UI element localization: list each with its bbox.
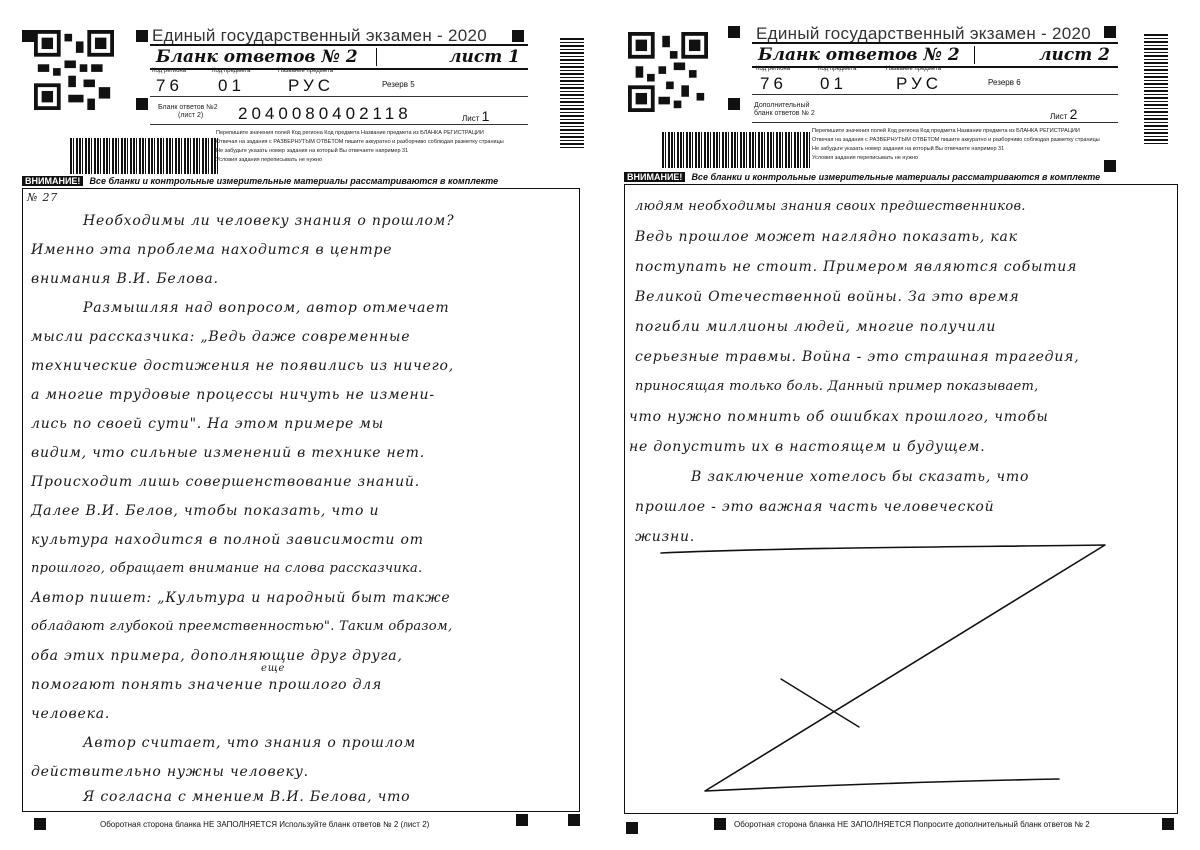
blank-label-sub: (лист 2) — [178, 112, 204, 119]
blank-title-box — [150, 44, 528, 70]
list-field: Лист 1 — [462, 108, 490, 124]
barcode-horizontal — [662, 132, 810, 168]
handwritten-line: Великой Отечественной войны. За это время — [635, 289, 1020, 305]
corner-marker — [714, 818, 726, 830]
task-marker: № 27 — [27, 191, 59, 204]
handwritten-line: действительно нужны человеку. — [31, 764, 309, 780]
handwritten-line: Автор пишет: „Культура и народный быт также — [31, 590, 451, 606]
corner-marker — [728, 26, 740, 38]
handwritten-line: не допустить их в настоящем и будущем. — [629, 439, 986, 455]
blank-number: 2040080402118 — [238, 104, 412, 123]
corner-marker — [626, 822, 638, 834]
instruction-line: Отвечая на задания с РАЗВЕРНУТЫМ ОТВЕТОМ пишите аккуратно и разборчиво соблюдая разметку страницы — [812, 137, 1100, 143]
instruction-line: Перепишите значения полей Код региона Код предмета Название предмета из БЛАНКА РЕГИСТРАЦИИ — [216, 130, 484, 136]
handwritten-line: Необходимы ли человеку знания о прошлом? — [83, 213, 455, 229]
corner-marker — [136, 30, 148, 42]
exam-title: Единый государственный экзамен - 2020 — [152, 26, 488, 45]
handwritten-line: Ведь прошлое может наглядно показать, как — [635, 229, 1018, 245]
barcode-vertical — [560, 38, 584, 148]
reserve-field: Резерв 5 — [382, 80, 415, 89]
instruction-line: Условия задания переписывать не нужно — [812, 155, 919, 161]
z-strike-mark — [625, 185, 1177, 813]
handwritten-line: серьезные травмы. Война - это страшная трагедия, — [635, 349, 1080, 365]
instruction-line: Перепишите значения полей Код региона Код предмета Название предмета из БЛАНКА РЕГИСТРАЦИИ — [812, 128, 1080, 134]
corner-marker — [22, 30, 34, 42]
corner-marker — [512, 30, 524, 42]
handwritten-line: мысли рассказчика: „Ведь даже современные — [31, 329, 411, 345]
reserve-field: Резерв 6 — [988, 78, 1021, 87]
subject-code-label: Код предмета — [212, 68, 251, 74]
handwritten-line: обладают глубокой преемственностью". Таким образом, — [31, 619, 453, 634]
corner-marker — [516, 814, 528, 826]
handwritten-line: Я согласна с мнением В.И. Белова, что — [83, 789, 411, 805]
answer-area — [624, 184, 1178, 814]
subject-name-value: РУС — [288, 76, 335, 95]
handwritten-line: что нужно помнить об ошибках прошлого, чтобы — [629, 409, 1049, 425]
handwritten-line: поступать не стоит. Примером являются события — [635, 259, 1078, 275]
handwritten-line: культура находится в полной зависимости от — [31, 532, 424, 548]
barcode-vertical — [1144, 34, 1168, 144]
warning-bar: ВНИМАНИЕ! Все бланки и контрольные измерительные материалы рассматриваются в комплекте — [22, 176, 570, 188]
handwritten-line: В заключение хотелось бы сказать, что — [691, 469, 1030, 485]
handwritten-line: Именно эта проблема находится в центре — [31, 242, 393, 258]
handwritten-line: технические достижения не появились из ничего, — [31, 358, 455, 374]
sheet-number: лист 2 — [1039, 45, 1110, 65]
handwritten-line: видим, что сильные изменений в технике нет. — [31, 445, 425, 461]
footer-note: Оборотная сторона бланка НЕ ЗАПОЛНЯЕТСЯ Используйте бланк ответов № 2 (лист 2) — [100, 820, 430, 829]
answer-area — [22, 188, 580, 812]
footer-note: Оборотная сторона бланка НЕ ЗАПОЛНЯЕТСЯ Попросите дополнительный бланк ответов № 2 — [734, 820, 1090, 829]
blank-label-sub: бланк ответов № 2 — [754, 110, 815, 117]
corner-marker — [1162, 818, 1174, 830]
blank-label: Дополнительный — [754, 102, 810, 109]
handwritten-line: прошлого, обращает внимание на слова рассказчика. — [31, 561, 423, 576]
region-code-value: 76 — [760, 74, 787, 93]
corner-marker — [1104, 160, 1116, 172]
subject-name-label: Название предмета — [886, 66, 942, 72]
corner-marker — [136, 98, 148, 110]
subject-code-value: 01 — [820, 74, 847, 93]
corner-marker — [1104, 26, 1116, 38]
region-code-label: Код региона — [152, 68, 187, 74]
handwritten-line: помогают понять значение прошлого для — [31, 677, 383, 693]
answer-sheet-1 — [20, 10, 592, 840]
blank-label: Бланк ответов №2 — [158, 104, 218, 111]
qr-code-icon — [628, 32, 708, 112]
region-code-label: Код региона — [756, 66, 791, 72]
instruction-line: Условия задания переписывать не нужно — [216, 157, 323, 163]
exam-title: Единый государственный экзамен - 2020 — [756, 24, 1092, 43]
z-strike-line — [661, 545, 1105, 791]
blank-title: Бланк ответов № 2 — [758, 45, 960, 65]
instruction-line: Отвечая на задания с РАЗВЕРНУТЫМ ОТВЕТОМ пишите аккуратно и разборчиво соблюдая разметку страницы — [216, 139, 504, 145]
handwritten-line: прошлое - это важная часть человеческой — [635, 499, 995, 515]
handwritten-line: Далее В.И. Белов, чтобы показать, что и — [31, 503, 380, 519]
warning-bar: ВНИМАНИЕ! Все бланки и контрольные измерительные материалы рассматриваются в комплекте — [624, 172, 1172, 184]
corner-marker — [568, 814, 580, 826]
handwritten-line: Происходит лишь совершенствование знаний. — [31, 474, 420, 490]
subject-name-value: РУС — [896, 74, 943, 93]
blank-title: Бланк ответов № 2 — [156, 47, 358, 67]
subject-name-label: Название предмета — [278, 68, 334, 74]
sheet-number: лист 1 — [449, 47, 520, 67]
instruction-line: Не забудьте указать номер задания на который Вы отвечаете например 31 — [216, 148, 409, 154]
barcode-horizontal — [70, 138, 218, 174]
handwritten-line: людям необходимы знания своих предшественников. — [635, 199, 1026, 214]
handwritten-line: а многие трудовые процессы ничуть не измени- — [31, 387, 435, 403]
handwritten-line: человека. — [31, 706, 111, 722]
list-field: Лист 2 — [1050, 106, 1078, 122]
handwritten-line: жизни. — [635, 529, 696, 545]
handwritten-line: Автор считает, что знания о прошлом — [83, 735, 417, 751]
corner-marker — [728, 98, 740, 110]
qr-code-icon — [34, 30, 114, 110]
handwritten-line: оба этих примера, дополняющие друг друга, — [31, 648, 403, 664]
corner-marker — [34, 818, 46, 830]
correction-word: еще — [261, 663, 286, 674]
region-code-value: 76 — [156, 76, 183, 95]
blank-title-box — [752, 42, 1118, 68]
handwritten-line: погибли миллионы людей, многие получили — [635, 319, 997, 335]
handwritten-line: внимания В.И. Белова. — [31, 271, 219, 287]
subject-code-label: Код предмета — [818, 66, 857, 72]
answer-sheet-2 — [610, 10, 1182, 840]
handwritten-line: лись по своей сути". На этом примере мы — [31, 416, 384, 432]
handwritten-line: приносящая только боль. Данный пример показывает, — [635, 379, 1039, 394]
instruction-line: Не забудьте указать номер задания на который Вы отвечаете например 31 — [812, 146, 1005, 152]
subject-code-value: 01 — [218, 76, 245, 95]
handwritten-line: Размышляя над вопросом, автор отмечает — [83, 300, 450, 316]
